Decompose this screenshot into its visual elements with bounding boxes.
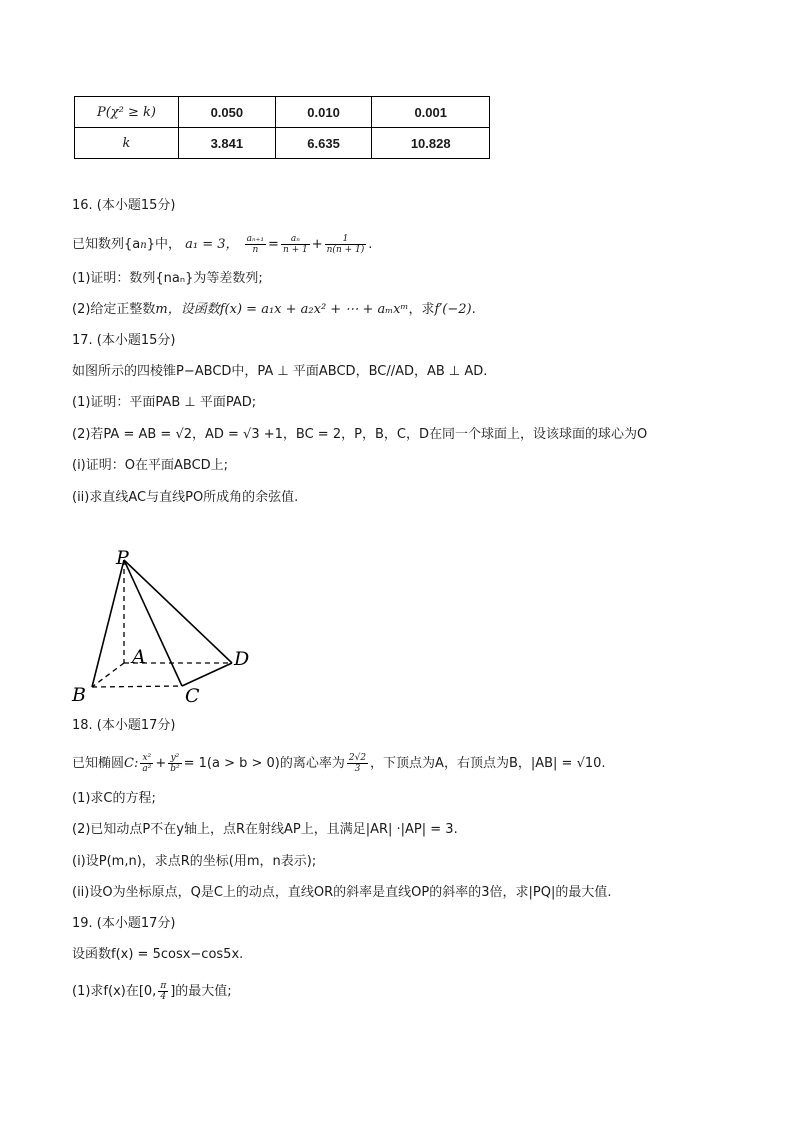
q17-part2-ii: (ii)求直线AC与直线PO所成角的余弦值.	[72, 490, 299, 505]
q16-frac1: $\frac{\text{aₙ₊₁}}{n}$	[246, 234, 265, 255]
table-row	[75, 97, 490, 128]
q17-part2-i: (i)证明：O在平面ABCD上;	[72, 458, 229, 473]
q16-title: 16. (本小题15分)	[72, 198, 176, 213]
q17-part1: (1)证明：平面PAB ⊥ 平面PAD;	[72, 395, 257, 410]
edge-BC	[92, 686, 182, 687]
table-cell: 6.635	[275, 128, 372, 159]
q17-part2: (2)若PA = AB = √2，AD = √3 +1，BC = 2，P，B，C，D在同一个球面上，设该球面的球心为O	[72, 427, 648, 442]
q16-stem: 已知数列{an}中， a₁ = 3， $\frac{\text{aₙ₊₁}}{n}$ = $\frac{\text{aₙ}}{n + 1}$ + $\frac{1}{n(n + 1)}$ .	[72, 234, 373, 255]
q18-title: 18. (本小题17分)	[72, 718, 176, 733]
q18-part2-ii: (ii)设O为坐标原点，Q是C上的动点，直线OR的斜率是直线OP的斜率的3倍，求|PQ|的最大值.	[72, 885, 612, 900]
vertex-label-C: C	[185, 685, 200, 707]
q19-part1: (1)求f(x)在[0, $\frac{\pi}{4}$ ]的最大值;	[72, 981, 232, 1002]
q18-part2-i: (i)设P(m,n)，求点R的坐标(用m，n表示);	[72, 854, 317, 869]
q18-frac-x: $\frac{\text{x²}}{\text{a²}}$	[142, 753, 152, 774]
table-header-cell: k	[75, 128, 179, 159]
edge-PB	[92, 560, 124, 687]
q16-stem-a: 已知数列{a	[72, 237, 141, 252]
q19-stem: 设函数f(x) = 5cosx−cos5x.	[72, 947, 244, 962]
table-cell: 0.010	[275, 97, 372, 128]
q16-frac3: $\frac{1}{n(n + 1)}$	[326, 234, 365, 255]
q16-part1: (1)证明：数列{naₙ}为等差数列;	[72, 271, 263, 286]
table-cell: 0.050	[179, 97, 276, 128]
q18-frac-e: $\frac{2√2}{3}$	[348, 753, 367, 774]
q19-title: 19. (本小题17分)	[72, 916, 176, 931]
q18-part2: (2)已知动点P不在y轴上，点R在射线AP上，且满足|AR| ·|AP| = 3.	[72, 822, 458, 837]
vertex-label-A: A	[132, 646, 146, 668]
vertex-label-B: B	[72, 684, 86, 706]
q18-stem: 已知椭圆C: $\frac{\text{x²}}{\text{a²}}$ + $\frac{\text{y²}}{\text{b²}}$ = 1(a > b > 0)的离心率为 $\frac{2√2}{3}$ ，下顶点为A，右顶点为B，|AB| = √10.	[72, 753, 606, 774]
vertex-label-P: P	[116, 547, 129, 569]
q19-frac-pi: $\frac{\pi}{4}$	[160, 981, 167, 1002]
q18-frac-y: $\frac{\text{y²}}{\text{b²}}$	[170, 753, 180, 774]
table-row	[75, 128, 490, 159]
q17-stem: 如图所示的四棱锥P−ABCD中，PA ⊥ 平面ABCD，BC//AD，AB ⊥ AD.	[72, 364, 488, 379]
q16-a1: a₁ = 3，	[185, 237, 239, 252]
q16-frac2: $\frac{\text{aₙ}}{n + 1}$	[282, 234, 308, 255]
edge-CD	[182, 663, 232, 686]
table-header-cell: P(χ² ≥ k)	[75, 97, 179, 128]
table-cell: 0.001	[372, 97, 490, 128]
table-cell: 3.841	[179, 128, 276, 159]
pyramid-figure	[64, 545, 264, 710]
critical-value-table	[74, 96, 490, 159]
table-cell: 10.828	[372, 128, 490, 159]
q17-title: 17. (本小题15分)	[72, 333, 176, 348]
vertex-label-D: D	[234, 648, 250, 670]
q18-part1: (1)求C的方程;	[72, 791, 156, 806]
q16-part2: (2)给定正整数m，设函数f(x) = a₁x + a₂x² + ⋯ + aₘxᵐ，求f′(−2).	[72, 302, 476, 317]
q16-stem-b: }中，	[146, 237, 181, 252]
